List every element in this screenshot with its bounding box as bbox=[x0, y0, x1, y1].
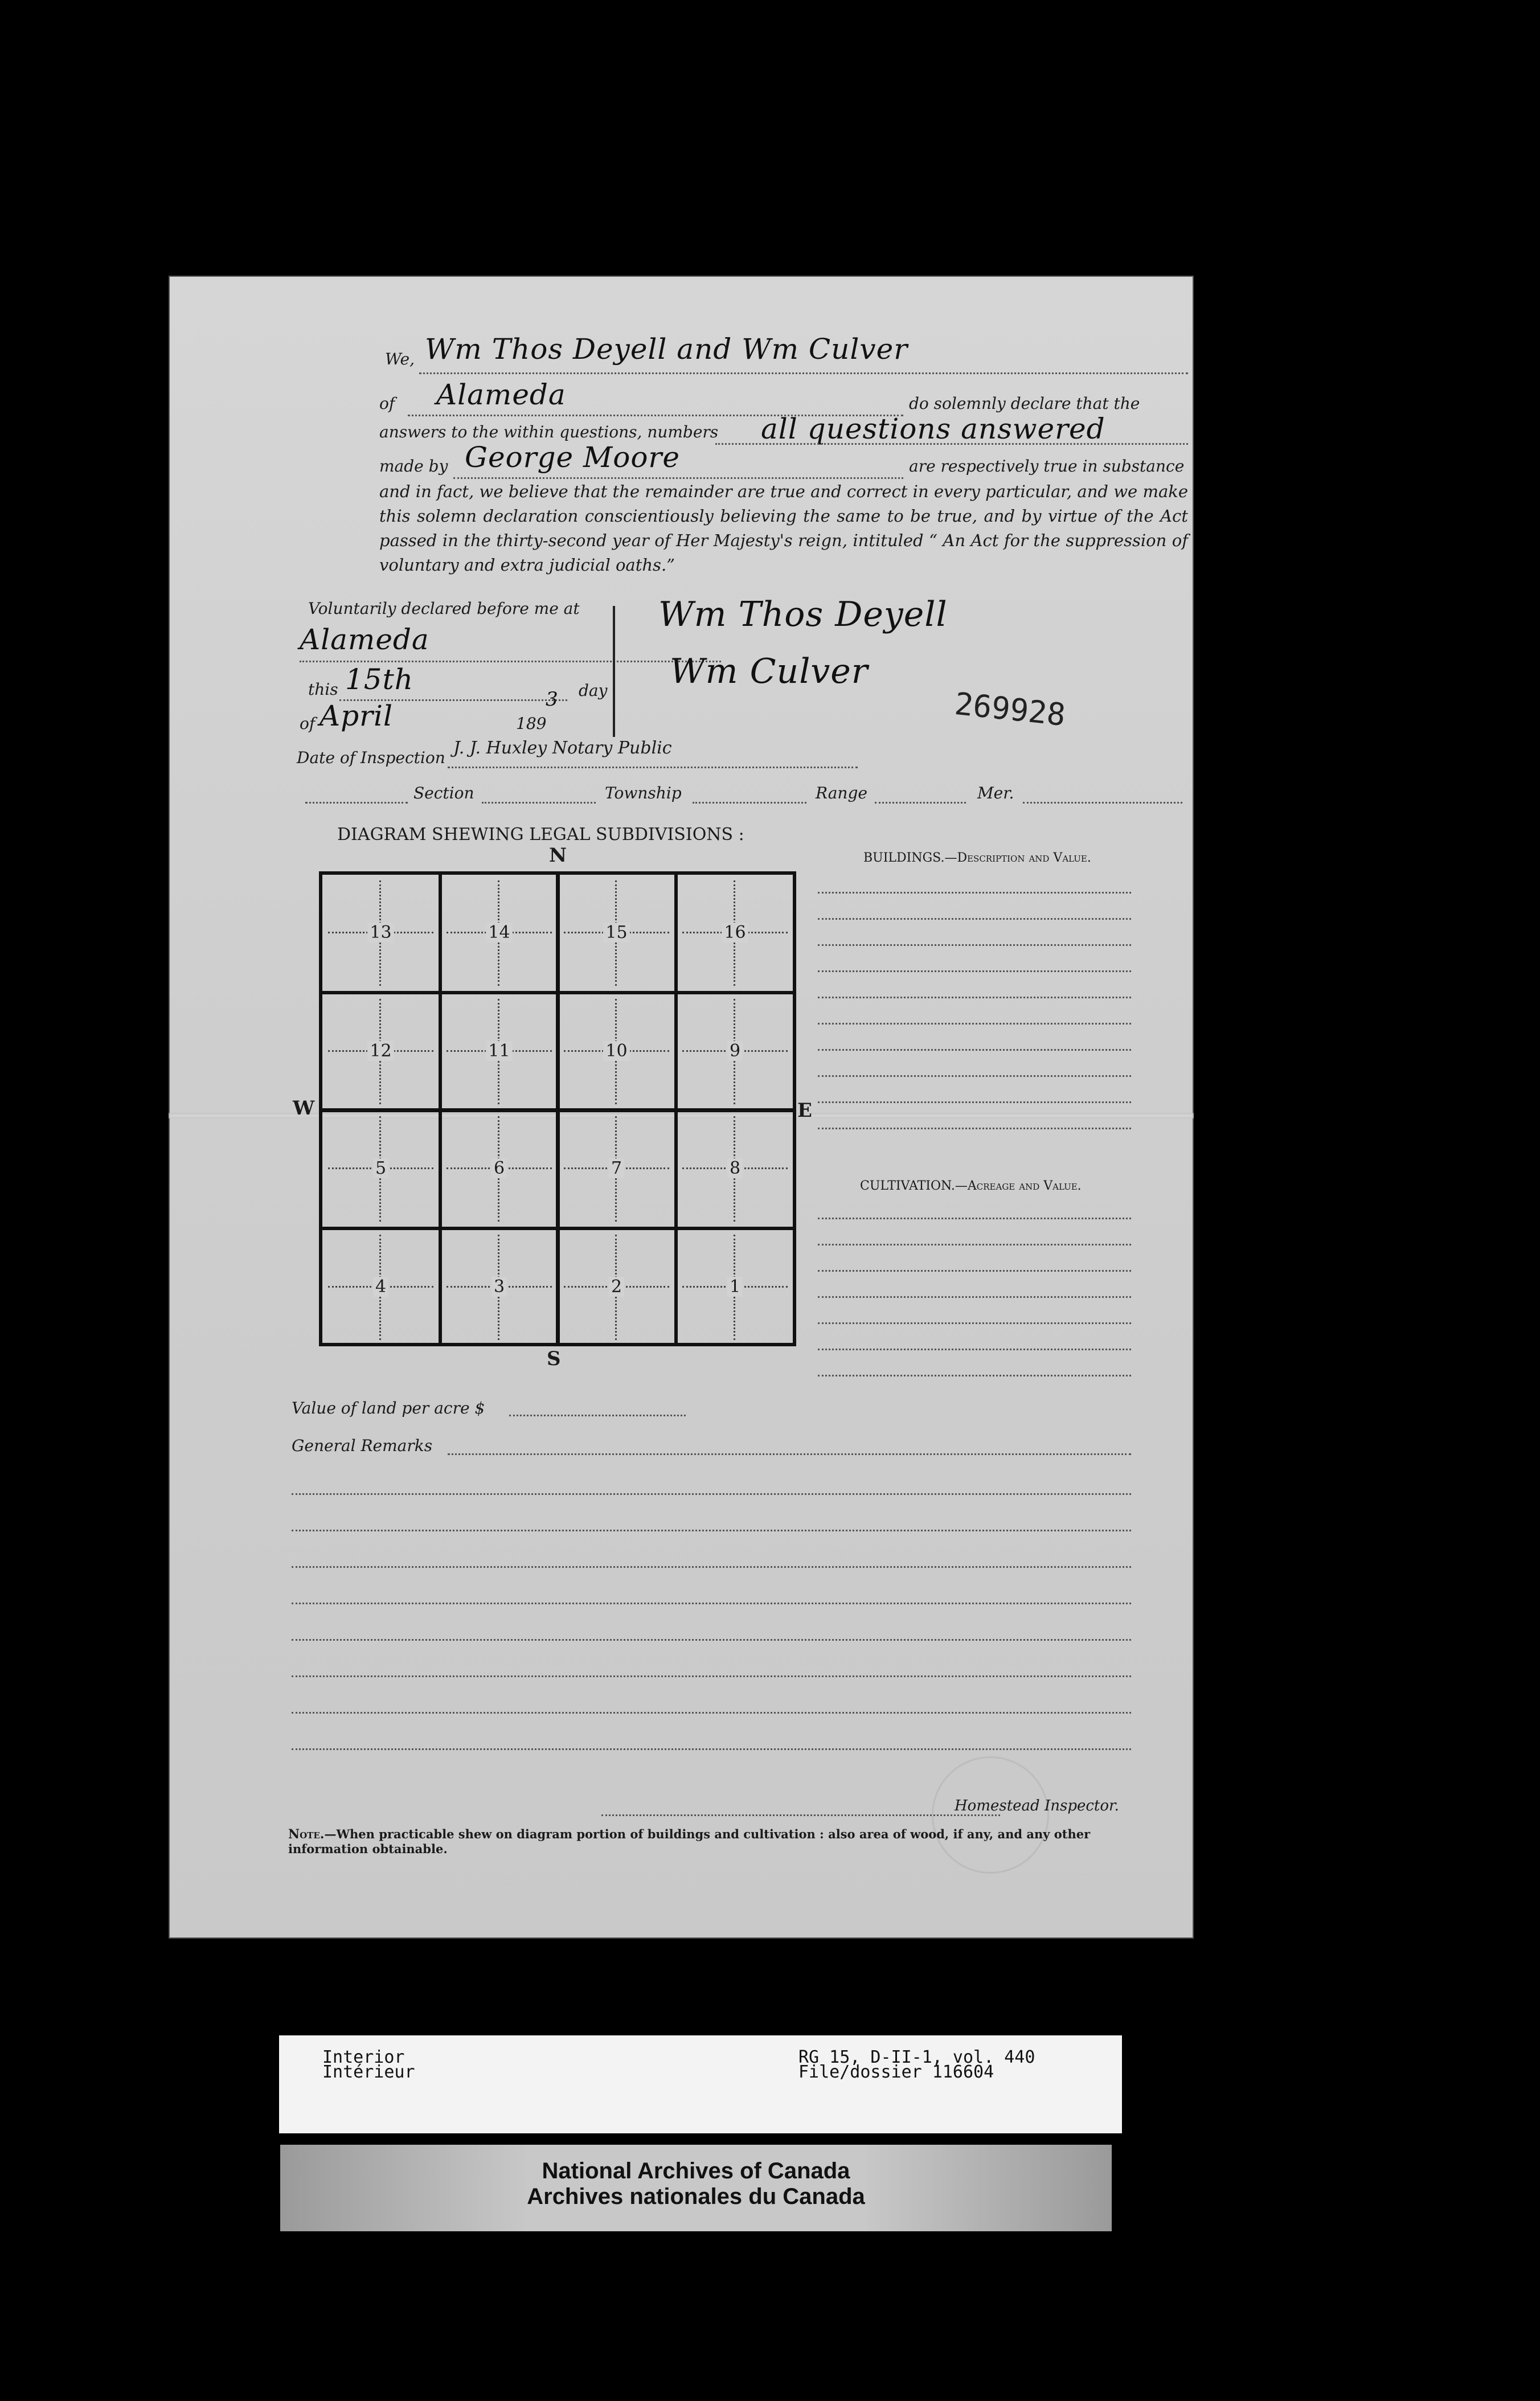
buildings-line bbox=[818, 997, 1131, 998]
inspection-line bbox=[448, 767, 858, 768]
range-pre-line bbox=[693, 802, 806, 804]
archive-reference-label bbox=[279, 2035, 1122, 2133]
compass-south: S bbox=[547, 1347, 561, 1370]
inspector-line bbox=[601, 1814, 1000, 1816]
remarks-line bbox=[292, 1712, 1131, 1714]
signature-2: Wm Culver bbox=[670, 652, 869, 691]
remarks-line bbox=[292, 1603, 1131, 1604]
subdivision-13: 13 bbox=[322, 875, 439, 991]
buildings-label: BUILDINGS.—Description and Value. bbox=[863, 851, 1091, 865]
buildings-line bbox=[818, 1101, 1131, 1103]
year-suffix: 3 bbox=[546, 688, 559, 711]
buildings-line bbox=[818, 1049, 1131, 1051]
township-pre-line bbox=[482, 802, 596, 804]
subdivision-14: 14 bbox=[441, 875, 558, 991]
remarks-line bbox=[448, 1453, 1131, 1455]
jp-value: J. J. Huxley Notary Public bbox=[453, 738, 672, 758]
buildings-line bbox=[818, 1023, 1131, 1025]
ref-1: RG 15, D-II-1, vol. 440 bbox=[798, 2047, 1035, 2067]
remarks-line bbox=[292, 1566, 1131, 1568]
document-page bbox=[169, 276, 1194, 1939]
day-value: 15th bbox=[345, 663, 413, 696]
subdivision-15: 15 bbox=[558, 875, 675, 991]
archive-en: National Archives of Canada bbox=[542, 2158, 850, 2183]
cultivation-line bbox=[818, 1218, 1131, 1219]
of-value: Alameda bbox=[436, 378, 566, 411]
subdivision-12: 12 bbox=[322, 993, 439, 1110]
subdivision-2: 2 bbox=[558, 1229, 675, 1346]
cultivation-line bbox=[818, 1322, 1131, 1324]
bracket-divider bbox=[613, 606, 615, 737]
subdivision-7: 7 bbox=[558, 1111, 675, 1227]
compass-east: E bbox=[797, 1099, 812, 1122]
cultivation-line bbox=[818, 1244, 1131, 1245]
buildings-line bbox=[818, 1128, 1131, 1129]
inspector-label: Homestead Inspector. bbox=[955, 1797, 1119, 1814]
cultivation-line bbox=[818, 1375, 1131, 1376]
made-by-label: made by bbox=[379, 457, 448, 476]
subdivision-3: 3 bbox=[441, 1229, 558, 1346]
answers-label: answers to the within questions, numbers bbox=[379, 423, 719, 441]
township-label: Township bbox=[605, 784, 682, 802]
cultivation-line bbox=[818, 1296, 1131, 1298]
remarks-label: General Remarks bbox=[292, 1436, 433, 1455]
legal-subdivision-grid bbox=[319, 871, 796, 1346]
subdivision-4: 4 bbox=[322, 1229, 439, 1346]
cultivation-line bbox=[818, 1349, 1131, 1350]
remarks-line bbox=[292, 1493, 1131, 1495]
day-label: day bbox=[579, 681, 608, 700]
we-value: Wm Thos Deyell and Wm Culver bbox=[425, 333, 908, 366]
place-value: Alameda bbox=[300, 623, 429, 656]
remarks-line bbox=[292, 1748, 1131, 1750]
archive-fr: Archives nationales du Canada bbox=[527, 2184, 865, 2209]
of-month-label: of bbox=[300, 714, 316, 733]
value-label: Value of land per acre $ bbox=[292, 1399, 485, 1417]
subdivision-10: 10 bbox=[558, 993, 675, 1110]
signature-1: Wm Thos Deyell bbox=[658, 595, 948, 634]
month-value: April bbox=[320, 699, 393, 732]
buildings-line bbox=[818, 918, 1131, 920]
remarks-line bbox=[292, 1639, 1131, 1641]
mer-pre-line bbox=[875, 802, 966, 804]
dept-en: Interior bbox=[322, 2047, 405, 2067]
compass-west: W bbox=[293, 1097, 315, 1120]
of-label: of bbox=[379, 394, 395, 413]
buildings-line bbox=[818, 970, 1131, 972]
remarks-line bbox=[292, 1530, 1131, 1531]
archive-name-label bbox=[280, 2145, 1112, 2231]
date-of-inspection-label: Date of Inspection bbox=[297, 748, 445, 767]
cultivation-label: CULTIVATION.—Acreage and Value. bbox=[860, 1179, 1082, 1193]
subdivision-5: 5 bbox=[322, 1111, 439, 1227]
remarks-line bbox=[292, 1675, 1131, 1677]
declaration-paragraph: and in fact, we believe that the remainder are true and correct in every particular, and we make this solemn declaration conscientiously believing the same to be true, and by virtue of the Act passed in the thirty-second year of Her Majesty's reign, intituled “ An Act for the suppression of voluntary and extra judicial oaths.” bbox=[379, 482, 1188, 575]
made-by-value: George Moore bbox=[465, 441, 680, 474]
subdivision-6: 6 bbox=[441, 1111, 558, 1227]
buildings-line bbox=[818, 1075, 1131, 1077]
declare-text: do solemnly declare that the bbox=[909, 394, 1140, 413]
subdivision-8: 8 bbox=[677, 1111, 793, 1227]
ref-2: File/dossier 116604 bbox=[798, 2062, 994, 2082]
range-label: Range bbox=[816, 784, 867, 802]
file-stamp-number: 269928 bbox=[953, 685, 1067, 734]
cultivation-line bbox=[818, 1270, 1131, 1272]
made-by-tail: are respectively true in substance bbox=[909, 457, 1185, 476]
we-line bbox=[419, 372, 1188, 374]
place-line bbox=[300, 661, 721, 662]
this-label: this bbox=[308, 680, 338, 699]
we-label: We, bbox=[385, 350, 415, 368]
mer-line bbox=[1023, 802, 1182, 804]
subdivision-1: 1 bbox=[677, 1229, 793, 1346]
buildings-line bbox=[818, 944, 1131, 946]
section-label: Section bbox=[413, 784, 474, 802]
year-prefix: 189 bbox=[516, 714, 547, 733]
subdivision-11: 11 bbox=[441, 993, 558, 1110]
answers-line bbox=[715, 443, 1188, 445]
value-line bbox=[509, 1415, 686, 1416]
diagram-title: DIAGRAM SHEWING LEGAL SUBDIVISIONS : bbox=[337, 825, 744, 845]
note: Note.—When practicable shew on diagram portion of buildings and cultivation : also area of wood, if any, and any other information obtainable. bbox=[288, 1827, 1091, 1856]
made-by-line bbox=[453, 477, 903, 479]
voluntarily-label: Voluntarily declared before me at bbox=[308, 599, 580, 618]
section-line bbox=[305, 802, 408, 804]
answers-value: all questions answered bbox=[761, 412, 1105, 445]
mer-label: Mer. bbox=[977, 784, 1014, 802]
subdivision-16: 16 bbox=[677, 875, 793, 991]
buildings-line bbox=[818, 892, 1131, 894]
dept-fr: Intérieur bbox=[322, 2062, 415, 2082]
subdivision-9: 9 bbox=[677, 993, 793, 1110]
compass-north: N bbox=[549, 844, 567, 867]
